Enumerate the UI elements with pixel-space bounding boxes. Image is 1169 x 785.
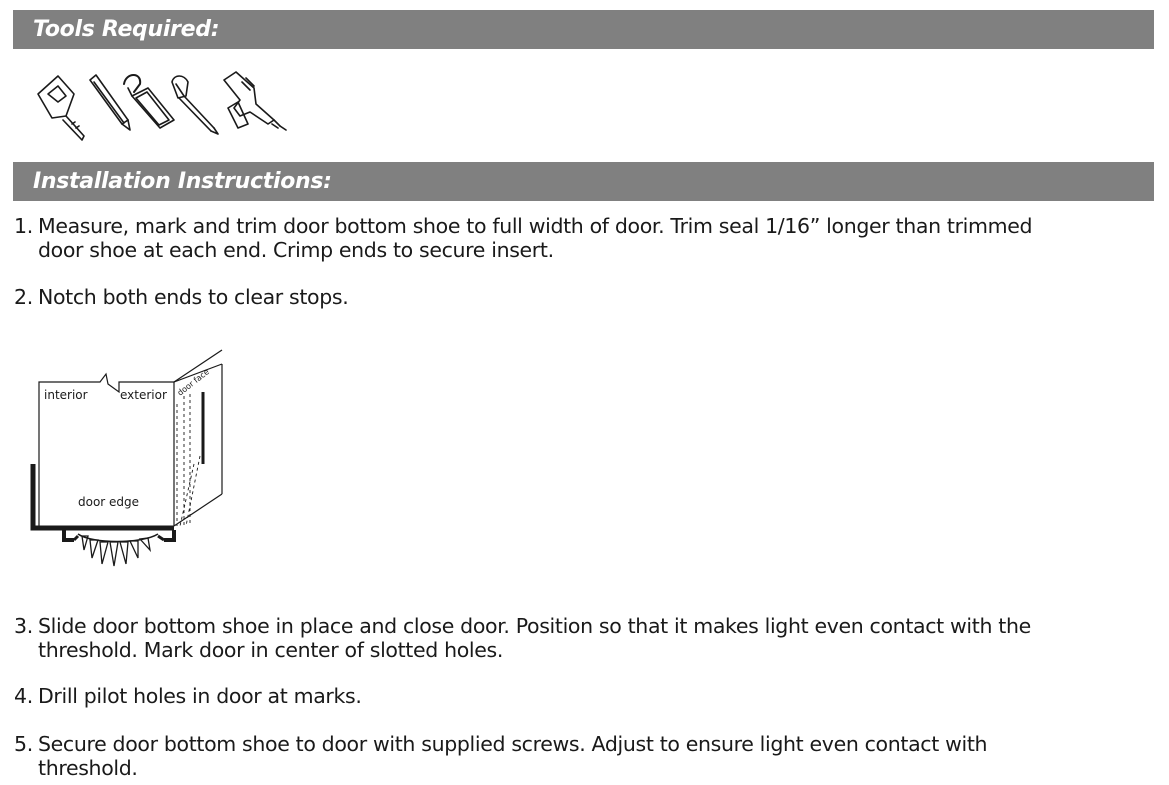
step-number: 5. bbox=[14, 732, 33, 756]
label-door-face: door face bbox=[175, 367, 211, 398]
screwdriver-icon bbox=[172, 76, 218, 134]
tools-required-header bbox=[13, 10, 1154, 49]
tools-illustration bbox=[28, 68, 288, 148]
step-text: Measure, mark and trim door bottom shoe to full width of door. Trim seal 1/16” longer than trimmed door shoe at each end. Crimp ends to secure insert. bbox=[38, 214, 1033, 262]
step-text: Secure door bottom shoe to door with supplied screws. Adjust to ensure light even contact with threshold. bbox=[38, 732, 988, 780]
step-text: Slide door bottom shoe in place and close door. Position so that it makes light even contact with the threshold. Mark door in center of slotted holes. bbox=[38, 614, 1031, 662]
step-number: 2. bbox=[14, 285, 33, 309]
step-number: 1. bbox=[14, 214, 33, 238]
installation-instructions-header bbox=[13, 162, 1154, 201]
door-shoe-diagram bbox=[22, 344, 232, 574]
step-number: 4. bbox=[14, 684, 33, 708]
step-number: 3. bbox=[14, 614, 33, 638]
tools-required-title: Tools Required: bbox=[33, 17, 220, 42]
installation-instructions-title: Installation Instructions: bbox=[33, 169, 332, 194]
label-exterior: exterior bbox=[120, 388, 167, 402]
step-text: Notch both ends to clear stops. bbox=[38, 285, 349, 309]
label-door-edge: door edge bbox=[78, 495, 140, 509]
tape-measure-icon bbox=[38, 76, 84, 140]
step-text: Drill pilot holes in door at marks. bbox=[38, 684, 362, 708]
hacksaw-icon bbox=[124, 75, 174, 128]
label-interior: interior bbox=[44, 388, 88, 402]
drill-icon bbox=[224, 72, 286, 130]
